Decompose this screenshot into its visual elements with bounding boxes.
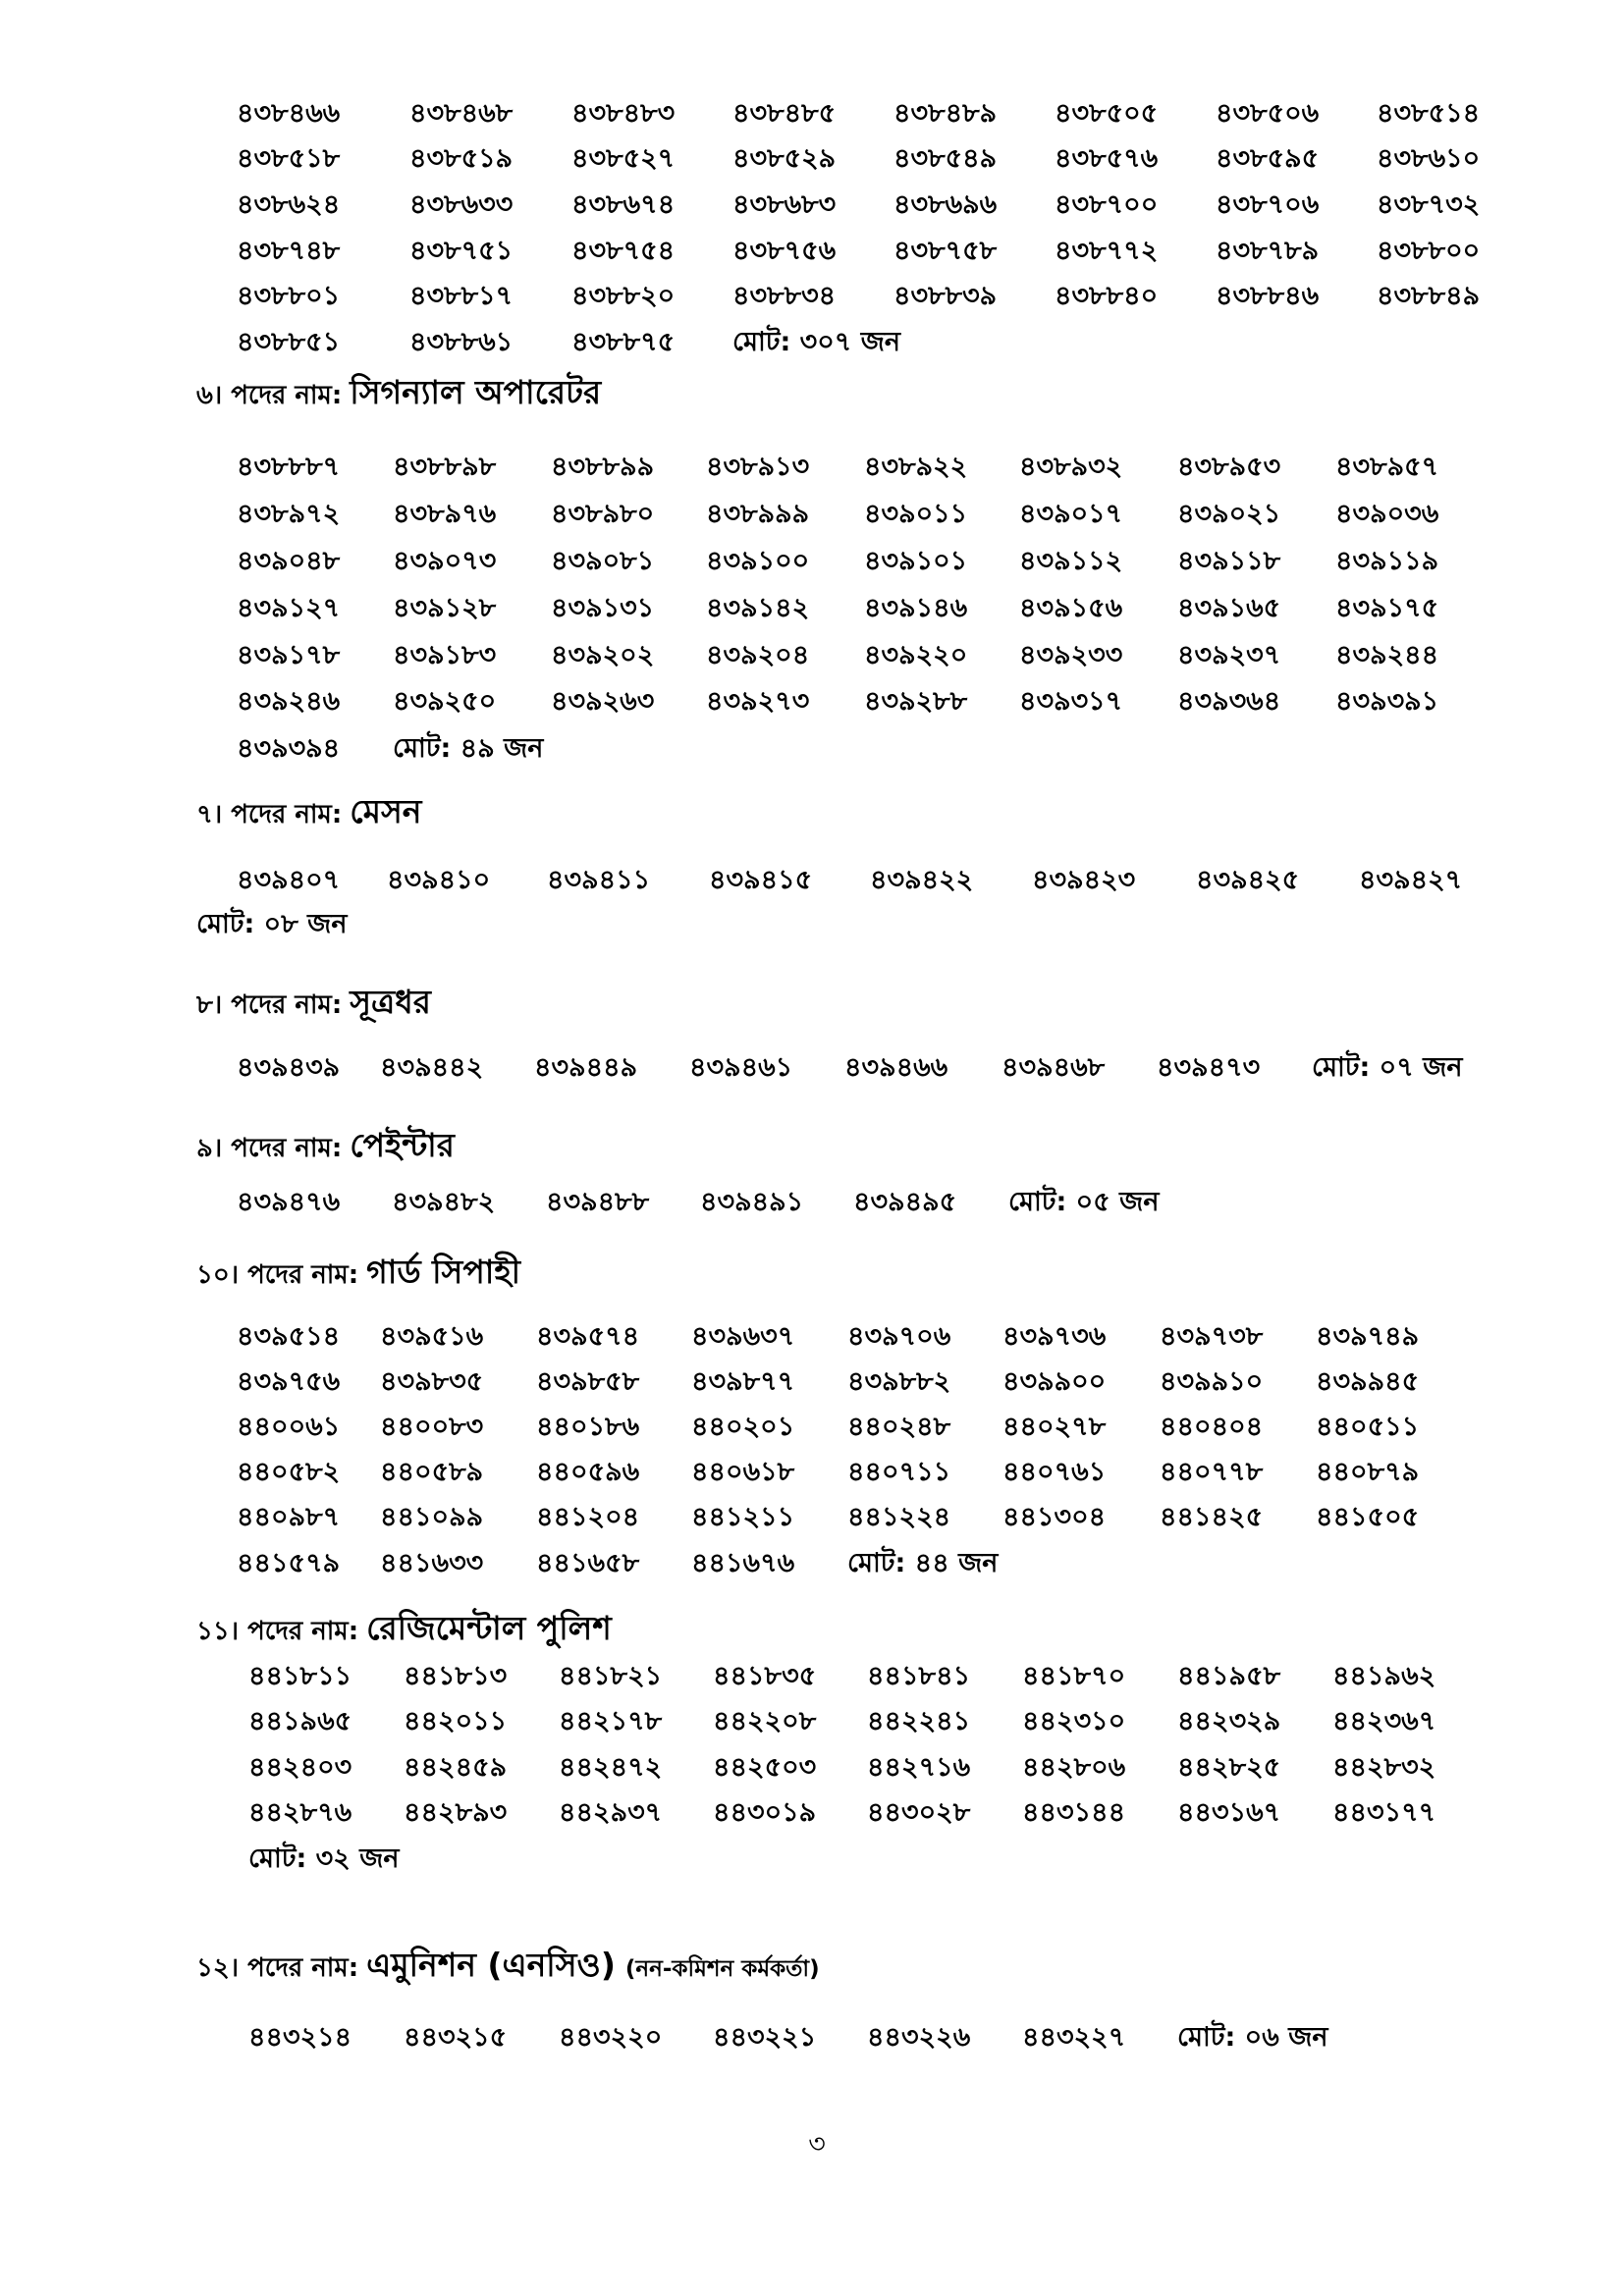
roll-number: ৪৩৯৫৭৪ (536, 1320, 640, 1352)
roll-number: ৪৩৮৪৬৮ (409, 97, 514, 129)
roll-number: ৪৩৯১৮৩ (393, 639, 497, 670)
roll-number: ৪৪০০৮৩ (380, 1411, 484, 1442)
post-heading-guard-sepoy (196, 1252, 520, 1293)
roll-number-row (0, 1497, 1624, 1542)
roll-number: ৪৪১৮৪১ (867, 1660, 971, 1691)
roll-number: ৪৩৮৭০৬ (1216, 188, 1320, 220)
roll-number: ৪৩৯৪৪৯ (534, 1051, 638, 1083)
section-carpenter-list (0, 1046, 1624, 1092)
roll-number: ৪৩৮৬২৪ (237, 188, 341, 220)
roll-number: ৪৩৯১০০ (706, 545, 810, 576)
roll-number: ৪৩৯১২৭ (237, 592, 341, 623)
roll-number: ৪৪০২৪৮ (847, 1411, 951, 1442)
roll-number: ৪৩৯২৮৮ (864, 686, 968, 718)
total-count: মোট: ০৬ জন (1177, 2021, 1328, 2053)
roll-number: ৪৩৮৯৩২ (1019, 452, 1123, 483)
roll-number: ৪৩৯২০২ (551, 639, 655, 670)
roll-number: ৪৩৯১৪৬ (864, 592, 968, 623)
roll-number: ৪৩৯০৩৬ (1335, 499, 1439, 530)
roll-number: ৪৩৯০৪৮ (237, 545, 341, 576)
roll-number: ৪৩৮৫৭৬ (1055, 143, 1159, 175)
roll-number: ৪৩৮৫৯৫ (1216, 143, 1320, 175)
roll-number: ৪৩৯১৭৫ (1335, 592, 1439, 623)
roll-number: ৪৪১৪২৫ (1160, 1502, 1264, 1533)
roll-number: ৪৩৯৩৬৪ (1177, 686, 1281, 718)
roll-number: ৪৪১৬৩৩ (380, 1547, 484, 1578)
roll-number: ৪৩৯৪৩৯ (237, 1051, 341, 1083)
roll-number-row (0, 633, 1624, 680)
roll-number: ৪৩৮৬৭৪ (571, 188, 676, 220)
post-heading-label: ৬। পদের নাম: (196, 381, 343, 410)
roll-number: ৪৩৯১১৯ (1335, 545, 1439, 576)
post-name: পেইন্টার (350, 1126, 455, 1164)
roll-number: ৪৩৯৯৪৫ (1316, 1365, 1420, 1397)
roll-number: ৪৩৮৮০০ (1377, 235, 1481, 266)
roll-number-row (0, 493, 1624, 540)
roll-number: ৪৩৯৯১০ (1160, 1365, 1264, 1397)
roll-number: ৪৩৯৪১৫ (709, 865, 813, 895)
roll-number: ৪৩৯১৫৬ (1019, 592, 1123, 623)
roll-number: ৪৪০৫১১ (1316, 1411, 1420, 1442)
roll-number: ৪৪২৮৯৩ (404, 1797, 508, 1829)
roll-number: ৪৩৮৫০৫ (1055, 97, 1159, 129)
roll-number: ৪৩৮৬৯৬ (893, 188, 998, 220)
roll-number: ৪৩৮৮৪৯ (1377, 281, 1481, 312)
roll-number: ৪৪৩২২১ (713, 2021, 817, 2053)
roll-number: ৪৩৯২৪৪ (1335, 639, 1439, 670)
roll-number: ৪৪১৮১১ (248, 1660, 352, 1691)
roll-number: ৪৪০৬১৮ (691, 1457, 795, 1488)
roll-number: ৪৪০৭৬১ (1002, 1457, 1107, 1488)
roll-number: ৪৪০২০১ (691, 1411, 795, 1442)
roll-number: ৪৩৯৬৩৭ (691, 1320, 795, 1352)
roll-number: ৪৩৯৪৮২ (392, 1186, 496, 1217)
total-count: মোট: ০৫ জন (1008, 1186, 1160, 1217)
roll-number: ৪৪১৫৭৯ (237, 1547, 341, 1578)
section-continued-list (0, 92, 1624, 367)
roll-number: ৪৪৩০১৯ (713, 1797, 817, 1829)
roll-number: ৪৩৮৯৮০ (551, 499, 655, 530)
roll-number: ৪৩৯৪৪২ (380, 1051, 484, 1083)
post-heading-label: ১০। পদের নাম: (196, 1260, 359, 1290)
roll-number: ৪৩৮৯৯৯ (706, 499, 810, 530)
roll-number: ৪৩৮৮৮৭ (237, 452, 341, 483)
roll-number-row (0, 1181, 1624, 1226)
roll-number-row (0, 184, 1624, 230)
roll-number: ৪৩৮৫০৬ (1216, 97, 1320, 129)
roll-number-row (0, 1542, 1624, 1587)
roll-number-row (0, 2016, 1624, 2061)
roll-number: ৪৩৯৪৭৬ (237, 1186, 341, 1217)
roll-number: ৪৩৯৪২৩ (1032, 865, 1136, 895)
section-guard-sepoy-list (0, 1315, 1624, 1587)
roll-number: ৪৪১৮১৩ (404, 1660, 508, 1691)
roll-number: ৪৩৯২৭৩ (706, 686, 810, 718)
post-name: রেজিমেন্টাল পুলিশ (366, 1609, 612, 1647)
roll-number: ৪৪২৯৩৭ (559, 1797, 663, 1829)
roll-number: ৪৩৯৫১৬ (380, 1320, 484, 1352)
total-count: মোট: ০৮ জন (196, 909, 348, 939)
roll-number: ৪৩৯৭০৬ (847, 1320, 951, 1352)
roll-number: ৪৪০৯৮৭ (237, 1502, 341, 1533)
roll-number: ৪৩৮৭৩২ (1377, 188, 1481, 220)
section-ammunition-nco-list (0, 2016, 1624, 2061)
page-number: ৩ (808, 2129, 826, 2160)
roll-number: ৪৩৯৭৩৬ (1002, 1320, 1107, 1352)
roll-number: ৪৩৮৮৭৫ (571, 326, 676, 357)
roll-number: ৪৩৮৬৮৩ (732, 188, 837, 220)
roll-number: ৪৪১০৯৯ (380, 1502, 484, 1533)
roll-number: ৪৩৯২২০ (864, 639, 968, 670)
roll-number: ৪৩৯০২১ (1177, 499, 1281, 530)
roll-number: ৪৪২৩১০ (1022, 1706, 1126, 1737)
post-heading-signal-operator (196, 372, 601, 413)
roll-number: ৪৪১৮২১ (559, 1660, 663, 1691)
roll-number: ৪৩৯৮৭৭ (691, 1365, 795, 1397)
roll-number: ৪৪০৪০৪ (1160, 1411, 1264, 1442)
roll-number: ৪৩৮৮৪৬ (1216, 281, 1320, 312)
roll-number-row (0, 446, 1624, 493)
roll-number: ৪৪১৩০৪ (1002, 1502, 1107, 1533)
roll-number: ৪৩৮৫২৯ (732, 143, 837, 175)
roll-number: ৪৩৯০৮১ (551, 545, 655, 576)
roll-number: ৪৩৮৭০০ (1055, 188, 1159, 220)
roll-number-row (0, 1701, 1624, 1747)
roll-number: ৪৩৮৭৫৪ (571, 235, 676, 266)
roll-number: ৪৩৮৯৭২ (237, 499, 341, 530)
roll-number: ৪৪২৮২৫ (1177, 1751, 1281, 1783)
post-heading-painter (196, 1125, 455, 1166)
roll-number: ৪৪৩২১৫ (404, 2021, 508, 2053)
roll-number-row (0, 727, 1624, 774)
roll-number: ৪৪১৮৩৫ (713, 1660, 817, 1691)
roll-number: ৪৪৩১৭৭ (1332, 1797, 1436, 1829)
roll-number: ৪৩৯৪০৭ (237, 865, 341, 895)
roll-number-row (0, 1406, 1624, 1451)
roll-number: ৪৪২৫০৩ (713, 1751, 817, 1783)
post-heading-label: ১১। পদের নাম: (196, 1617, 359, 1646)
roll-number: ৪৪০৫৮২ (237, 1457, 341, 1488)
roll-number: ৪৩৮৮৬১ (409, 326, 514, 357)
roll-number: ৪৪১২১১ (691, 1502, 795, 1533)
roll-number: ৪৩৮৯৫৭ (1335, 452, 1439, 483)
roll-number: ৪৪০২৭৮ (1002, 1411, 1107, 1442)
roll-number-row (0, 138, 1624, 185)
roll-number-row (0, 1746, 1624, 1792)
roll-number: ৪৩৯৪৬৮ (1001, 1051, 1106, 1083)
roll-number: ৪৩৯০১১ (864, 499, 968, 530)
roll-number-row (0, 540, 1624, 587)
roll-number: ৪৩৮৯১৩ (706, 452, 810, 483)
roll-number: ৪৩৯৯০০ (1002, 1365, 1107, 1397)
total-row (0, 1838, 1624, 1884)
roll-number-row (0, 1655, 1624, 1701)
roll-number: ৪৩৯৪৬৬ (844, 1051, 948, 1083)
roll-number: ৪৩৯৩৯১ (1335, 686, 1439, 718)
post-heading-mason (196, 791, 421, 832)
roll-number-row (0, 586, 1624, 633)
roll-number: ৪৩৮৭৫১ (409, 235, 514, 266)
total-row (0, 904, 1624, 948)
roll-number: ৪৩৯৮৩৫ (380, 1365, 484, 1397)
section-regimental-police-list (0, 1655, 1624, 1884)
roll-number-row (0, 1452, 1624, 1497)
roll-number: ৪৩৮৫১৯ (409, 143, 514, 175)
post-name: সূত্রধর (350, 983, 431, 1021)
roll-number: ৪৩৮৮১৭ (409, 281, 514, 312)
roll-number: ৪৩৮৮৯৯ (551, 452, 655, 483)
roll-number: ৪৩৯৪৮৮ (546, 1186, 650, 1217)
roll-number: ৪৪২৪৭২ (559, 1751, 663, 1783)
roll-number-row (0, 1361, 1624, 1406)
total-count: মোট: ৪৪ জন (847, 1547, 999, 1578)
roll-number: ৪৪১৮৭০ (1022, 1660, 1126, 1691)
roll-number: ৪৩৯৩৯৪ (237, 733, 341, 765)
roll-number: ৪৩৯৪২৭ (1359, 865, 1463, 895)
roll-number: ৪৪২৭১৬ (867, 1751, 971, 1783)
roll-number: ৪৪৩২২৭ (1022, 2021, 1126, 2053)
roll-number: ৪৪০৫৮৯ (380, 1457, 484, 1488)
roll-number: ৪৩৯৪৭৩ (1157, 1051, 1261, 1083)
post-heading-label: ৯। পদের নাম: (196, 1134, 343, 1163)
roll-number: ৪৩৮৮৪০ (1055, 281, 1159, 312)
roll-number: ৪৩৯২০৪ (706, 639, 810, 670)
roll-number: ৪৩৯৪১১ (547, 865, 651, 895)
roll-number: ৪৩৮৫৪৯ (893, 143, 998, 175)
roll-number: ৪৩৮৯৫৩ (1177, 452, 1281, 483)
roll-number-row (0, 321, 1624, 367)
total-count: মোট: ০৭ জন (1312, 1051, 1463, 1083)
roll-number-row (0, 1315, 1624, 1361)
roll-number: ৪৩৮৭৭২ (1055, 235, 1159, 266)
roll-number: ৪৩৯৩১৭ (1019, 686, 1123, 718)
post-heading-regimental-police (196, 1608, 612, 1649)
roll-number: ৪৩৮৬১০ (1377, 143, 1481, 175)
roll-number: ৪৩৯৪২২ (870, 865, 974, 895)
roll-number-row (0, 1046, 1624, 1092)
roll-number: ৪৩৯১৭৮ (237, 639, 341, 670)
roll-number: ৪৩৯০৭৩ (393, 545, 497, 576)
roll-number: ৪৩৮৫১৪ (1377, 97, 1481, 129)
roll-number: ৪৩৯৭৫৬ (237, 1365, 341, 1397)
roll-number: ৪৩৮৮৩৪ (732, 281, 837, 312)
total-count: মোট: ৪৯ জন (393, 733, 544, 765)
roll-number: ৪৪২৪০৩ (248, 1751, 352, 1783)
roll-number: ৪৩৯২৬৩ (551, 686, 655, 718)
roll-number: ৪৩৯৪৯১ (700, 1186, 804, 1217)
post-heading-label: ৮। পদের নাম: (196, 990, 343, 1020)
roll-number: ৪৩৯৭৩৮ (1160, 1320, 1264, 1352)
roll-number: ৪৩৯১৬৫ (1177, 592, 1281, 623)
roll-number: ৪৩৯৮৫৮ (536, 1365, 640, 1397)
post-heading-ammunition-nco (196, 1945, 820, 1986)
post-name: গার্ড সিপাহী (366, 1253, 521, 1291)
roll-number: ৪৪০৫৯৬ (536, 1457, 640, 1488)
roll-number: ৪৩৮৭৫৬ (732, 235, 837, 266)
roll-number: ৪৪০৭১১ (847, 1457, 951, 1488)
roll-number: ৪৩৯২৩৭ (1177, 639, 1281, 670)
roll-number: ৪৩৮৮৩৯ (893, 281, 998, 312)
roll-number: ৪৩৯২৩৩ (1019, 639, 1123, 670)
post-name: সিগন্যাল অপারেটর (350, 373, 602, 411)
roll-number: ৪৩৮৬৩৩ (409, 188, 514, 220)
roll-number: ৪৪২৮৩২ (1332, 1751, 1436, 1783)
roll-number: ৪৪১২০৪ (536, 1502, 640, 1533)
roll-number: ৪৩৯১৩১ (551, 592, 655, 623)
post-note: (নন-কমিশন কর্মকর্তা) (624, 1956, 820, 1982)
roll-number: ৪৩৮৪৮৫ (732, 97, 837, 129)
roll-number: ৪৩৯৪৬১ (689, 1051, 793, 1083)
roll-number-row (0, 230, 1624, 276)
roll-number: ৪৪১২২৪ (847, 1502, 951, 1533)
roll-number: ৪৩৮৫২৭ (571, 143, 676, 175)
roll-number: ৪৪২৩২৯ (1177, 1706, 1281, 1737)
roll-number: ৪৩৮৭৮৯ (1216, 235, 1320, 266)
roll-number-row (0, 860, 1624, 904)
roll-number: ৪৪০১৮৬ (536, 1411, 640, 1442)
roll-number: ৪৩৮৮৯৮ (393, 452, 497, 483)
roll-number-row (0, 92, 1624, 138)
roll-number: ৪৪২৪৫৯ (404, 1751, 508, 1783)
section-mason-list (0, 860, 1624, 948)
total-count: মোট: ৩০৭ জন (732, 326, 901, 357)
post-heading-carpenter (196, 982, 431, 1023)
roll-number: ৪৩৯৪৯৫ (853, 1186, 957, 1217)
roll-number: ৪৪৩২২৬ (867, 2021, 971, 2053)
post-heading-label: ১২। পদের নাম: (196, 1953, 359, 1983)
total-count: মোট: ৩২ জন (248, 1842, 400, 1874)
post-name: মেসন (350, 792, 422, 830)
section-signal-operator-list (0, 446, 1624, 774)
roll-number: ৪৪৩১৪৪ (1022, 1797, 1126, 1829)
roll-number: ৪৩৯১১২ (1019, 545, 1123, 576)
roll-number: ৪৩৮৭৫৮ (893, 235, 998, 266)
roll-number: ৪৩৮৮২০ (571, 281, 676, 312)
roll-number: ৪৩৯২৫০ (393, 686, 497, 718)
roll-number: ৪৪২৩৬৭ (1332, 1706, 1436, 1737)
roll-number: ৪৪১৯৬৫ (248, 1706, 352, 1737)
roll-number: ৪৪০০৬১ (237, 1411, 341, 1442)
roll-number: ৪৩৮৭৪৮ (237, 235, 341, 266)
roll-number: ৪৩৯১১৮ (1177, 545, 1281, 576)
roll-number: ৪৪১৯৫৮ (1177, 1660, 1281, 1691)
roll-number: ৪৪২৮০৬ (1022, 1751, 1126, 1783)
roll-number: ৪৩৯৭৪৯ (1316, 1320, 1420, 1352)
roll-number: ৪৪১৬৭৬ (691, 1547, 795, 1578)
roll-number: ৪৪৩২২০ (559, 2021, 663, 2053)
roll-number: ৪৩৯৮৮২ (847, 1365, 951, 1397)
section-painter-list (0, 1181, 1624, 1226)
roll-number: ৪৪২২৪১ (867, 1706, 971, 1737)
roll-number: ৪৩৮৮৫১ (237, 326, 341, 357)
roll-number: ৪৪৩২১৪ (248, 2021, 352, 2053)
roll-number: ৪৪২১৭৮ (559, 1706, 663, 1737)
roll-number: ৪৪০৭৭৮ (1160, 1457, 1264, 1488)
roll-number-row (0, 1792, 1624, 1839)
roll-number: ৪৪১৬৫৮ (536, 1547, 640, 1578)
roll-number: ৪৩৯১২৮ (393, 592, 497, 623)
post-heading-label: ৭। পদের নাম: (196, 800, 343, 829)
roll-number-row (0, 680, 1624, 727)
roll-number: ৪৩৮৪৬৬ (237, 97, 341, 129)
roll-number: ৪৩৮৯২২ (864, 452, 968, 483)
roll-number: ৪৩৮৪৮৩ (571, 97, 676, 129)
roll-number: ৪৩৮৯৭৬ (393, 499, 497, 530)
roll-number: ৪৪৩১৬৭ (1177, 1797, 1281, 1829)
roll-number: ৪৪১৫০৫ (1316, 1502, 1420, 1533)
roll-number: ৪৩৮৪৮৯ (893, 97, 998, 129)
roll-number: ৪৪০৮৭৯ (1316, 1457, 1420, 1488)
roll-number: ৪৩৯৪১০ (387, 865, 491, 895)
roll-number: ৪৪২৮৭৬ (248, 1797, 352, 1829)
roll-number-row (0, 275, 1624, 321)
roll-number: ৪৩৯১০১ (864, 545, 968, 576)
roll-number: ৪৪২০১১ (404, 1706, 508, 1737)
roll-number: ৪৪২২০৮ (713, 1706, 817, 1737)
roll-number: ৪৩৮৮০১ (237, 281, 341, 312)
roll-number: ৪৩৯১৪২ (706, 592, 810, 623)
roll-number: ৪৪১৯৬২ (1332, 1660, 1436, 1691)
roll-number: ৪৩৯২৪৬ (237, 686, 341, 718)
roll-number: ৪৩৯০১৭ (1019, 499, 1123, 530)
post-name: এমুনিশন (এনসিও) (366, 1946, 616, 1984)
roll-number: ৪৩৯৫১৪ (237, 1320, 341, 1352)
roll-number: ৪৩৮৫১৮ (237, 143, 341, 175)
roll-number: ৪৩৯৪২৫ (1196, 865, 1300, 895)
roll-number: ৪৪৩০২৮ (867, 1797, 971, 1829)
